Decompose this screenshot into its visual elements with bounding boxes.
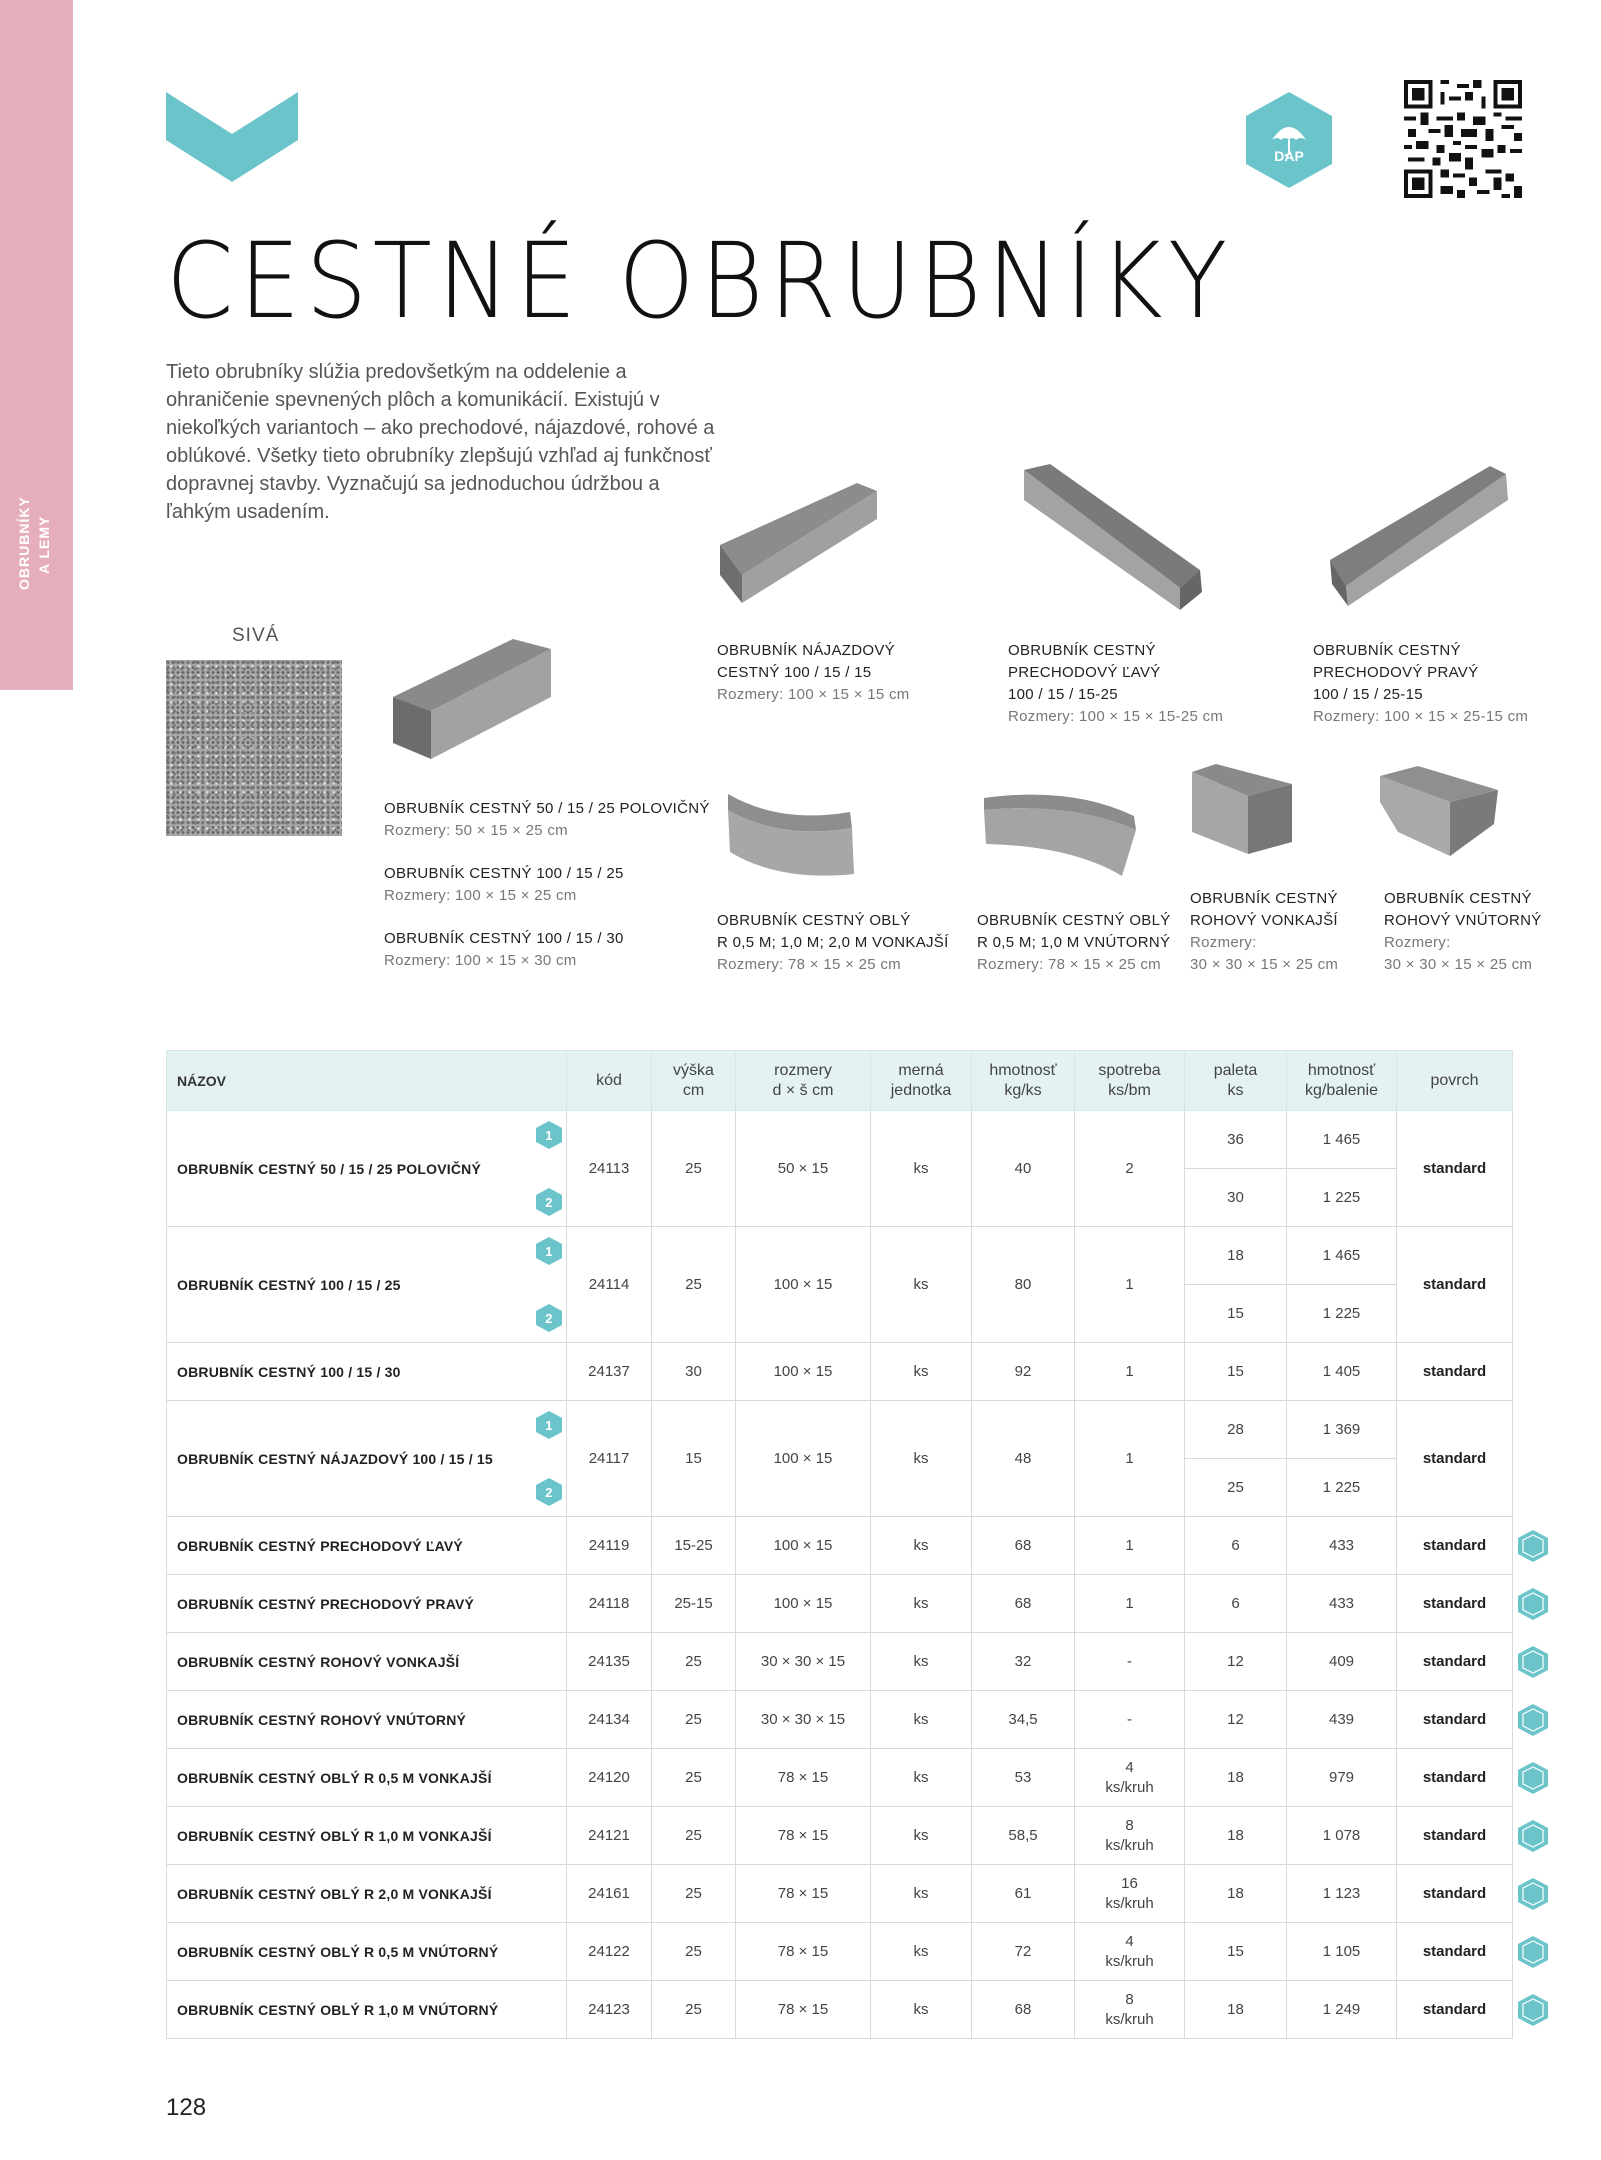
side-label-line1: OBRUBNÍKY	[16, 496, 32, 590]
row-pallet: 12	[1185, 1633, 1287, 1691]
row-pallet: 6	[1185, 1575, 1287, 1633]
row-surface: standard	[1397, 1865, 1513, 1923]
product-image-cestny	[385, 635, 555, 760]
row-name: OBRUBNÍK CESTNÝ PRECHODOVÝ PRAVÝ	[167, 1575, 567, 1633]
caption-obly-vnutorny-name1: OBRUBNÍK CESTNÝ OBLÝ	[977, 912, 1171, 929]
row-name: OBRUBNÍK CESTNÝ ROHOVÝ VNÚTORNÝ	[167, 1691, 567, 1749]
row-code: 24135	[567, 1633, 652, 1691]
row-name: OBRUBNÍK CESTNÝ OBLÝ R 2,0 M VONKAJŠÍ	[167, 1865, 567, 1923]
caption-rohovy-vnutorny-dims1: Rozmery:	[1384, 934, 1451, 951]
row-unit: ks	[871, 1517, 972, 1575]
caption-prechodovy-pravy	[1313, 640, 1528, 728]
row-pallet: 12	[1185, 1691, 1287, 1749]
product-image-obly-vnutorny	[982, 786, 1142, 878]
row-dims: 100 × 15	[736, 1343, 871, 1401]
row-code: 24113	[567, 1111, 652, 1227]
row-dims: 78 × 15	[736, 1865, 871, 1923]
caption-rohovy-vnutorny-name1: OBRUBNÍK CESTNÝ	[1384, 890, 1532, 907]
row-pallet-weight-a: 1 465	[1287, 1227, 1397, 1285]
row-pallet-weight-b: 1 225	[1287, 1459, 1397, 1517]
caption-c100-25-dims: Rozmery: 100 × 15 × 25 cm	[384, 887, 577, 904]
caption-rohovy-vonkajsi-name2: ROHOVÝ VONKAJŠÍ	[1190, 912, 1338, 929]
row-surface: standard	[1397, 1633, 1513, 1691]
row-usage: 1	[1075, 1401, 1185, 1517]
caption-c100-25	[384, 863, 624, 907]
row-unit: ks	[871, 1575, 972, 1633]
row-dims: 78 × 15	[736, 1923, 871, 1981]
caption-obly-vonkajsi-name1: OBRUBNÍK CESTNÝ OBLÝ	[717, 912, 911, 929]
certification-icon	[1516, 1935, 1550, 1969]
caption-obly-vnutorny	[977, 910, 1171, 976]
caption-polovicny-dims: Rozmery: 50 × 15 × 25 cm	[384, 822, 568, 839]
row-surface: standard	[1397, 1691, 1513, 1749]
option-badge-2	[536, 1304, 562, 1332]
row-unit: ks	[871, 1981, 972, 2039]
row-height: 25	[652, 1807, 736, 1865]
row-name: OBRUBNÍK CESTNÝ OBLÝ R 0,5 M VNÚTORNÝ	[167, 1923, 567, 1981]
row-weight: 92	[972, 1343, 1075, 1401]
table-row	[167, 1401, 1513, 1459]
row-height: 25	[652, 1633, 736, 1691]
certification-icon	[1516, 1761, 1550, 1795]
row-height: 30	[652, 1343, 736, 1401]
product-image-rohovy-vonkajsi	[1188, 762, 1298, 856]
table-row	[167, 1865, 1513, 1923]
row-dims: 78 × 15	[736, 1981, 871, 2039]
row-dims: 30 × 30 × 15	[736, 1691, 871, 1749]
row-pallet: 15	[1185, 1923, 1287, 1981]
row-usage: 2	[1075, 1111, 1185, 1227]
caption-c100-30-dims: Rozmery: 100 × 15 × 30 cm	[384, 952, 577, 969]
table-row	[167, 1691, 1513, 1749]
certification-icon	[1516, 1993, 1550, 2027]
caption-najazdovy-name2: CESTNÝ 100 / 15 / 15	[717, 664, 872, 681]
row-surface: standard	[1397, 1807, 1513, 1865]
row-pallet-weight: 1 405	[1287, 1343, 1397, 1401]
product-image-prechodovy-lavy	[1010, 460, 1210, 610]
row-pallet-a: 36	[1185, 1111, 1287, 1169]
caption-obly-vnutorny-name2: R 0,5 M; 1,0 M VNÚTORNÝ	[977, 934, 1171, 951]
row-code: 24118	[567, 1575, 652, 1633]
header-surface: povrch	[1397, 1051, 1513, 1111]
caption-najazdovy-dims: Rozmery: 100 × 15 × 15 cm	[717, 686, 910, 703]
certification-icon	[1516, 1819, 1550, 1853]
row-height: 25	[652, 1981, 736, 2039]
row-surface: standard	[1397, 1111, 1513, 1227]
row-height: 25	[652, 1111, 736, 1227]
caption-prechodovy-lavy	[1008, 640, 1223, 728]
row-code: 24114	[567, 1227, 652, 1343]
chevron-down-icon	[166, 92, 298, 182]
caption-prechodovy-pravy-name3: 100 / 15 / 25-15	[1313, 686, 1423, 703]
qr-code[interactable]	[1404, 80, 1522, 198]
row-usage: 16 ks/kruh	[1075, 1865, 1185, 1923]
caption-rohovy-vonkajsi-dims1: Rozmery:	[1190, 934, 1257, 951]
svg-text:2: 2	[545, 1195, 553, 1210]
row-pallet-weight: 979	[1287, 1749, 1397, 1807]
table-row	[167, 1923, 1513, 1981]
color-swatch-label: SIVÁ	[232, 625, 280, 646]
caption-prechodovy-lavy-name3: 100 / 15 / 15-25	[1008, 686, 1118, 703]
row-unit: ks	[871, 1807, 972, 1865]
side-label-line2: A LEMY	[36, 515, 52, 574]
row-code: 24161	[567, 1865, 652, 1923]
svg-text:2: 2	[545, 1311, 553, 1326]
header-height: výška cm	[652, 1051, 736, 1111]
row-weight: 68	[972, 1517, 1075, 1575]
product-image-obly-vonkajsi	[720, 790, 860, 880]
table-row	[167, 1517, 1513, 1575]
row-pallet-a: 28	[1185, 1401, 1287, 1459]
caption-najazdovy	[717, 640, 910, 706]
row-unit: ks	[871, 1227, 972, 1343]
header-name: NÁZOV	[167, 1051, 567, 1111]
row-weight: 72	[972, 1923, 1075, 1981]
product-image-najazdovy	[712, 475, 882, 605]
option-badge-2	[536, 1478, 562, 1506]
row-surface: standard	[1397, 1923, 1513, 1981]
row-usage: 4 ks/kruh	[1075, 1749, 1185, 1807]
caption-rohovy-vnutorny-dims2: 30 × 30 × 15 × 25 cm	[1384, 956, 1533, 973]
umbrella-icon	[1246, 92, 1332, 188]
row-usage: 4 ks/kruh	[1075, 1923, 1185, 1981]
row-pallet: 6	[1185, 1517, 1287, 1575]
row-pallet-weight: 409	[1287, 1633, 1397, 1691]
table-row	[167, 1981, 1513, 2039]
caption-rohovy-vonkajsi-dims2: 30 × 30 × 15 × 25 cm	[1190, 956, 1339, 973]
row-height: 25	[652, 1227, 736, 1343]
row-unit: ks	[871, 1111, 972, 1227]
row-unit: ks	[871, 1633, 972, 1691]
row-pallet-weight: 1 105	[1287, 1923, 1397, 1981]
row-code: 24122	[567, 1923, 652, 1981]
header-pallet: paleta ks	[1185, 1051, 1287, 1111]
row-usage: 1	[1075, 1343, 1185, 1401]
row-pallet-b: 15	[1185, 1285, 1287, 1343]
row-height: 25-15	[652, 1575, 736, 1633]
row-weight: 80	[972, 1227, 1075, 1343]
row-surface: standard	[1397, 1227, 1513, 1343]
row-weight: 32	[972, 1633, 1075, 1691]
row-name: OBRUBNÍK CESTNÝ ROHOVÝ VONKAJŠÍ	[167, 1633, 567, 1691]
row-usage: 1	[1075, 1227, 1185, 1343]
row-code: 24119	[567, 1517, 652, 1575]
row-usage: 1	[1075, 1575, 1185, 1633]
row-code: 24134	[567, 1691, 652, 1749]
row-unit: ks	[871, 1343, 972, 1401]
row-pallet-b: 25	[1185, 1459, 1287, 1517]
caption-polovicny-name: OBRUBNÍK CESTNÝ 50 / 15 / 25 POLOVIČNÝ	[384, 800, 710, 817]
row-surface: standard	[1397, 1343, 1513, 1401]
row-weight: 40	[972, 1111, 1075, 1227]
row-usage: 8 ks/kruh	[1075, 1807, 1185, 1865]
color-swatch-grey	[166, 660, 342, 836]
option-badge-1	[536, 1121, 562, 1149]
table-row	[167, 1343, 1513, 1401]
table-row	[167, 1633, 1513, 1691]
row-height: 15-25	[652, 1517, 736, 1575]
caption-najazdovy-name1: OBRUBNÍK NÁJAZDOVÝ	[717, 642, 895, 659]
row-pallet-weight: 433	[1287, 1575, 1397, 1633]
row-pallet: 18	[1185, 1981, 1287, 2039]
certification-icon	[1516, 1529, 1550, 1563]
caption-obly-vonkajsi	[717, 910, 949, 976]
row-weight: 58,5	[972, 1807, 1075, 1865]
row-pallet-weight-a: 1 465	[1287, 1111, 1397, 1169]
row-unit: ks	[871, 1749, 972, 1807]
spec-table	[166, 1050, 1513, 2039]
svg-text:1: 1	[545, 1244, 553, 1259]
caption-prechodovy-lavy-name2: PRECHODOVÝ ĽAVÝ	[1008, 664, 1161, 681]
side-section-label	[6, 490, 66, 600]
row-code: 24121	[567, 1807, 652, 1865]
row-surface: standard	[1397, 1749, 1513, 1807]
svg-text:2: 2	[545, 1485, 553, 1500]
row-dims: 100 × 15	[736, 1227, 871, 1343]
page-title: CESTNÉ OBRUBNÍKY	[166, 220, 1233, 342]
row-weight: 34,5	[972, 1691, 1075, 1749]
caption-obly-vnutorny-dims: Rozmery: 78 × 15 × 25 cm	[977, 956, 1161, 973]
row-pallet-weight: 1 249	[1287, 1981, 1397, 2039]
table-row	[167, 1111, 1513, 1169]
caption-c100-30-name: OBRUBNÍK CESTNÝ 100 / 15 / 30	[384, 930, 624, 947]
row-unit: ks	[871, 1865, 972, 1923]
row-name: OBRUBNÍK CESTNÝ 100 / 15 / 25 1 2	[167, 1227, 567, 1343]
row-weight: 68	[972, 1981, 1075, 2039]
row-surface: standard	[1397, 1401, 1513, 1517]
page-number: 128	[166, 2094, 207, 2121]
row-surface: standard	[1397, 1517, 1513, 1575]
row-name: OBRUBNÍK CESTNÝ OBLÝ R 1,0 M VNÚTORNÝ	[167, 1981, 567, 2039]
svg-text:1: 1	[545, 1418, 553, 1433]
row-unit: ks	[871, 1691, 972, 1749]
header-dims: rozmery d × š cm	[736, 1051, 871, 1111]
row-weight: 53	[972, 1749, 1075, 1807]
certification-icon	[1516, 1703, 1550, 1737]
certification-icon	[1516, 1877, 1550, 1911]
caption-prechodovy-pravy-dims: Rozmery: 100 × 15 × 25-15 cm	[1313, 708, 1529, 725]
row-weight: 61	[972, 1865, 1075, 1923]
caption-rohovy-vnutorny-name2: ROHOVÝ VNÚTORNÝ	[1384, 912, 1542, 929]
row-weight: 68	[972, 1575, 1075, 1633]
caption-c100-30	[384, 928, 624, 972]
row-pallet-weight: 1 123	[1287, 1865, 1397, 1923]
caption-obly-vonkajsi-name2: R 0,5 M; 1,0 M; 2,0 M VONKAJŠÍ	[717, 934, 949, 951]
header-pallet-weight: hmotnosť kg/balenie	[1287, 1051, 1397, 1111]
header-usage: spotreba ks/bm	[1075, 1051, 1185, 1111]
row-pallet: 18	[1185, 1749, 1287, 1807]
row-pallet-weight-a: 1 369	[1287, 1401, 1397, 1459]
row-dims: 50 × 15	[736, 1111, 871, 1227]
row-name: OBRUBNÍK CESTNÝ 100 / 15 / 30	[167, 1343, 567, 1401]
caption-rohovy-vonkajsi	[1190, 888, 1338, 976]
row-dims: 78 × 15	[736, 1749, 871, 1807]
caption-polovicny	[384, 798, 710, 842]
row-weight: 48	[972, 1401, 1075, 1517]
option-badge-1	[536, 1411, 562, 1439]
row-pallet-weight: 1 078	[1287, 1807, 1397, 1865]
header-weight: hmotnosť kg/ks	[972, 1051, 1075, 1111]
table-row	[167, 1575, 1513, 1633]
row-unit: ks	[871, 1401, 972, 1517]
row-name: OBRUBNÍK CESTNÝ 50 / 15 / 25 POLOVIČNÝ 1 2	[167, 1111, 567, 1227]
row-pallet-weight: 439	[1287, 1691, 1397, 1749]
row-usage: -	[1075, 1633, 1185, 1691]
row-code: 24117	[567, 1401, 652, 1517]
row-usage: -	[1075, 1691, 1185, 1749]
caption-prechodovy-lavy-dims: Rozmery: 100 × 15 × 15-25 cm	[1008, 708, 1224, 725]
option-badge-2	[536, 1188, 562, 1216]
table-row	[167, 1749, 1513, 1807]
caption-prechodovy-pravy-name1: OBRUBNÍK CESTNÝ	[1313, 642, 1461, 659]
row-height: 25	[652, 1923, 736, 1981]
caption-rohovy-vnutorny	[1384, 888, 1542, 976]
caption-obly-vonkajsi-dims: Rozmery: 78 × 15 × 25 cm	[717, 956, 901, 973]
row-dims: 100 × 15	[736, 1517, 871, 1575]
product-image-rohovy-vnutorny	[1378, 762, 1502, 858]
certification-icon	[1516, 1587, 1550, 1621]
row-pallet-weight-b: 1 225	[1287, 1169, 1397, 1227]
row-dims: 100 × 15	[736, 1401, 871, 1517]
table-header-row	[167, 1051, 1513, 1111]
row-usage: 8 ks/kruh	[1075, 1981, 1185, 2039]
row-code: 24120	[567, 1749, 652, 1807]
certification-icon	[1516, 1645, 1550, 1679]
row-pallet-b: 30	[1185, 1169, 1287, 1227]
row-height: 25	[652, 1865, 736, 1923]
row-height: 25	[652, 1749, 736, 1807]
row-surface: standard	[1397, 1981, 1513, 2039]
row-usage: 1	[1075, 1517, 1185, 1575]
row-pallet: 18	[1185, 1807, 1287, 1865]
dap-label: DAP	[1274, 148, 1304, 164]
product-image-prechodovy-pravy	[1320, 460, 1510, 610]
row-pallet: 15	[1185, 1343, 1287, 1401]
row-name: OBRUBNÍK CESTNÝ PRECHODOVÝ ĽAVÝ	[167, 1517, 567, 1575]
row-pallet-weight: 433	[1287, 1517, 1397, 1575]
caption-prechodovy-pravy-name2: PRECHODOVÝ PRAVÝ	[1313, 664, 1479, 681]
row-code: 24123	[567, 1981, 652, 2039]
row-name: OBRUBNÍK CESTNÝ OBLÝ R 0,5 M VONKAJŠÍ	[167, 1749, 567, 1807]
caption-prechodovy-lavy-name1: OBRUBNÍK CESTNÝ	[1008, 642, 1156, 659]
header-code: kód	[567, 1051, 652, 1111]
row-dims: 30 × 30 × 15	[736, 1633, 871, 1691]
svg-text:1: 1	[545, 1128, 553, 1143]
row-surface: standard	[1397, 1575, 1513, 1633]
dap-badge	[1246, 92, 1332, 188]
row-unit: ks	[871, 1923, 972, 1981]
row-pallet-a: 18	[1185, 1227, 1287, 1285]
row-name: OBRUBNÍK CESTNÝ NÁJAZDOVÝ 100 / 15 / 15 1 2	[167, 1401, 567, 1517]
row-pallet-weight-b: 1 225	[1287, 1285, 1397, 1343]
caption-rohovy-vonkajsi-name1: OBRUBNÍK CESTNÝ	[1190, 890, 1338, 907]
option-badge-1	[536, 1237, 562, 1265]
row-height: 25	[652, 1691, 736, 1749]
row-name: OBRUBNÍK CESTNÝ OBLÝ R 1,0 M VONKAJŠÍ	[167, 1807, 567, 1865]
row-height: 15	[652, 1401, 736, 1517]
table-row	[167, 1807, 1513, 1865]
row-dims: 100 × 15	[736, 1575, 871, 1633]
row-dims: 78 × 15	[736, 1807, 871, 1865]
intro-paragraph: Tieto obrubníky slúžia predovšetkým na oddelenie a ohraničenie spevnených plôch a komunikácií. Existujú v niekoľkých variantoch – ako prechodové, nájazdové, rohové a oblúkové. Všetky tieto obrubníky zlepšujú vzhľad aj funkčnosť dopravnej stavby. Vyznačujú sa jednoduchou údržbou a ľahkým usadením.	[166, 361, 715, 523]
caption-c100-25-name: OBRUBNÍK CESTNÝ 100 / 15 / 25	[384, 865, 624, 882]
header-unit: merná jednotka	[871, 1051, 972, 1111]
row-pallet: 18	[1185, 1865, 1287, 1923]
row-code: 24137	[567, 1343, 652, 1401]
table-row	[167, 1227, 1513, 1285]
